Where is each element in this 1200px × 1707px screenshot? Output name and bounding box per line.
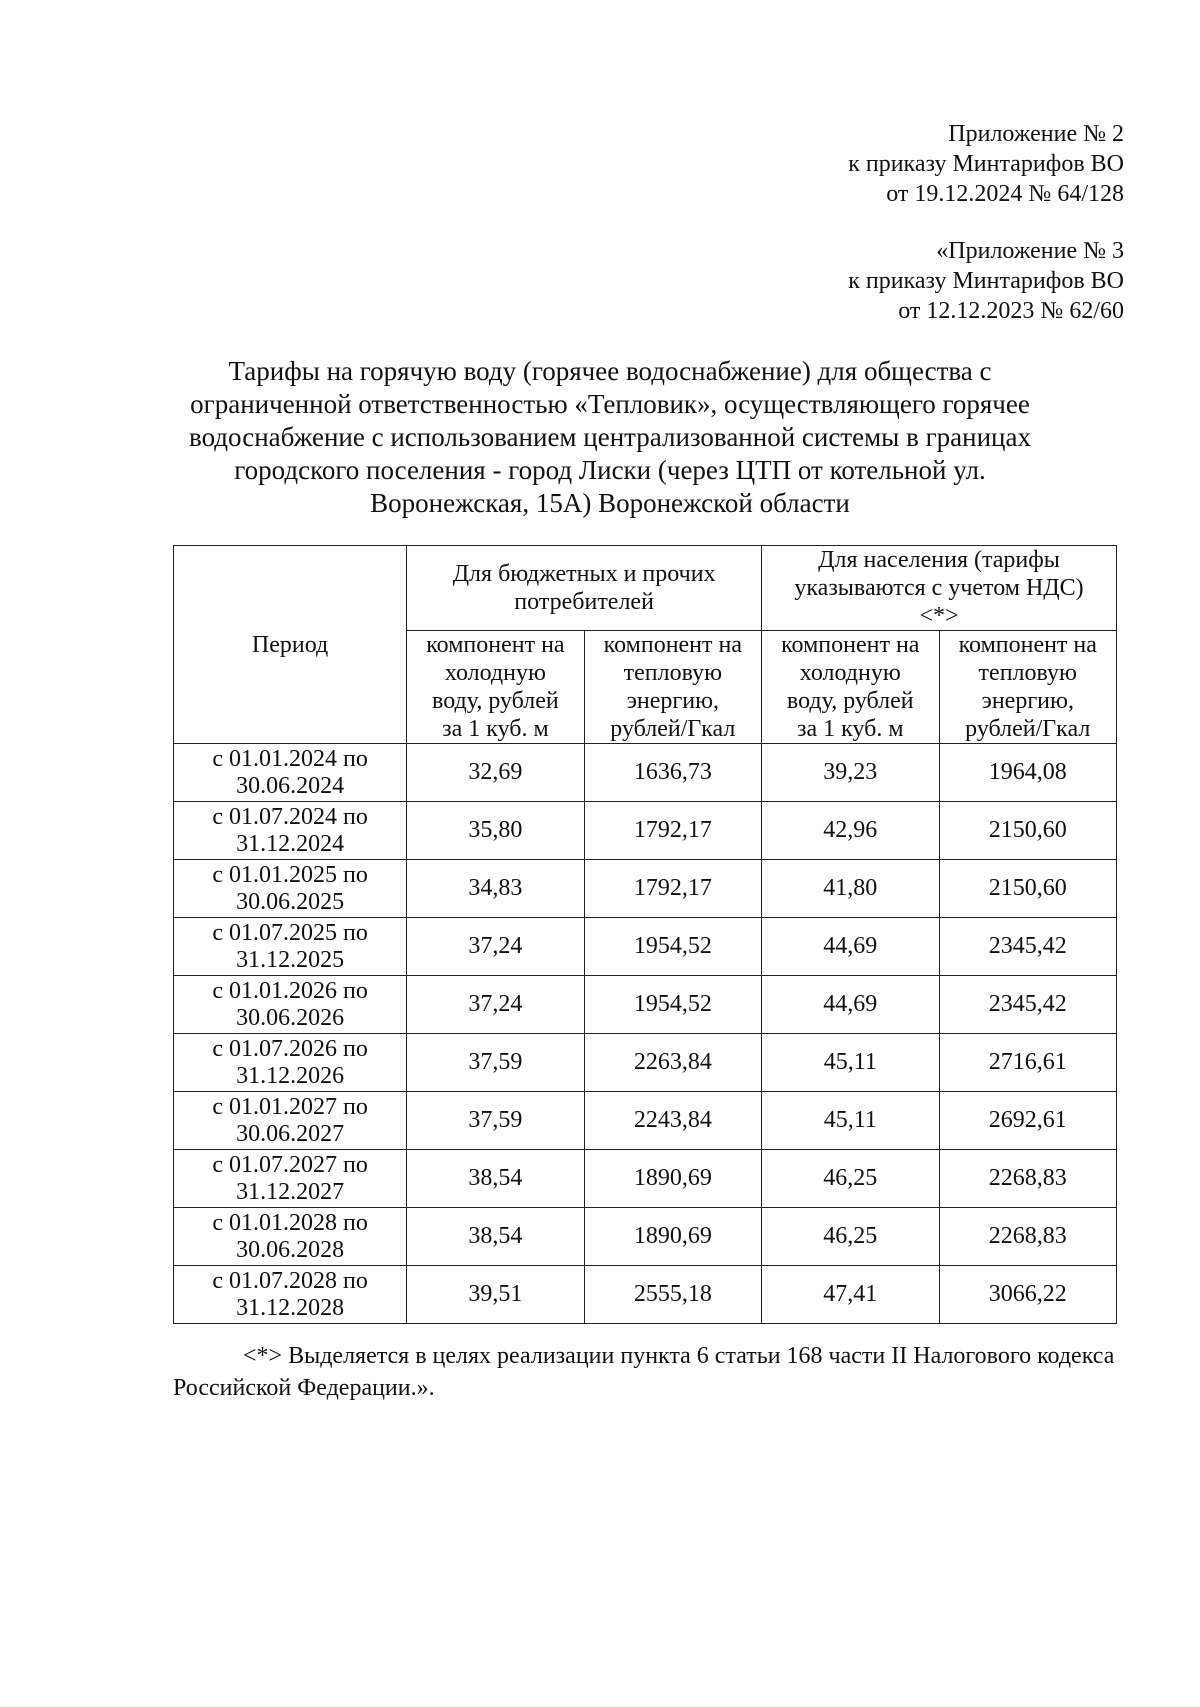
- period-cell: [174, 860, 407, 918]
- table-row: [174, 1208, 1117, 1266]
- period-cell: [174, 1092, 407, 1150]
- period-cell: [174, 1266, 407, 1324]
- subheader-line: компонент на: [958, 632, 1097, 658]
- subheader-line: холодную: [444, 660, 546, 686]
- table-row: [174, 1092, 1117, 1150]
- subheader-line: компонент на: [603, 632, 743, 658]
- period-from: с 01.01.2026 по: [212, 977, 368, 1004]
- title-line-5: Воронежская, 15А) Воронежской области: [370, 488, 850, 518]
- group-header-budget-text: Для бюджетных и прочих потребителей: [452, 561, 716, 615]
- budget-heat-value: 1954,52: [584, 976, 761, 1034]
- appendix-2-line-3: от 19.12.2024 № 64/128: [886, 181, 1124, 207]
- population-heat-value: 2268,83: [939, 1208, 1117, 1266]
- period-to: 31.12.2028: [236, 1294, 345, 1321]
- table-row: [174, 860, 1117, 918]
- period-to: 31.12.2027: [236, 1178, 345, 1205]
- population-heat-value: 2345,42: [939, 976, 1117, 1034]
- period-to: 31.12.2025: [236, 946, 345, 973]
- appendix-2-line-1: Приложение № 2: [948, 121, 1124, 147]
- population-heat-value: 2716,61: [939, 1034, 1117, 1092]
- population-heat-value: 2150,60: [939, 860, 1117, 918]
- appendix-3-line-1: «Приложение № 3: [936, 238, 1124, 264]
- tariff-table: [173, 545, 1117, 1324]
- appendix-3-header: [848, 236, 1124, 326]
- period-to: 31.12.2026: [236, 1062, 345, 1089]
- population-cold-value: 41,80: [762, 860, 939, 918]
- period-from: с 01.07.2028 по: [212, 1267, 368, 1294]
- period-cell: [174, 976, 407, 1034]
- subheader-line: компонент на: [426, 632, 565, 658]
- period-cell: [174, 1034, 407, 1092]
- period-to: 30.06.2025: [236, 888, 345, 915]
- population-cold-value: 45,11: [762, 1092, 939, 1150]
- subheader-budget-cold: [407, 631, 584, 744]
- table-row: [174, 918, 1117, 976]
- budget-cold-value: 38,54: [407, 1150, 584, 1208]
- subheader-line: тепловую: [978, 660, 1077, 686]
- subheader-line: воду, рублей: [432, 688, 559, 714]
- group-header-population: [762, 546, 1117, 631]
- period-cell: [174, 802, 407, 860]
- period-cell: [174, 1150, 407, 1208]
- table-row: [174, 744, 1117, 802]
- population-cold-value: 39,23: [762, 744, 939, 802]
- population-cold-value: 46,25: [762, 1150, 939, 1208]
- period-from: с 01.01.2027 по: [212, 1093, 368, 1120]
- period-from: с 01.07.2024 по: [212, 803, 368, 830]
- appendix-3-line-3: от 12.12.2023 № 62/60: [898, 298, 1124, 324]
- table-row: [174, 1266, 1117, 1324]
- title-line-1: Тарифы на горячую воду (горячее водоснабжение) для общества с: [228, 356, 992, 386]
- subheader-line: энергию,: [981, 688, 1074, 714]
- appendix-2-header: [848, 119, 1124, 209]
- group-header-budget: [407, 546, 762, 631]
- group-header-population-line-1: Для населения (тарифы: [818, 547, 1060, 573]
- subheader-budget-heat: [584, 631, 761, 744]
- budget-cold-value: 37,59: [407, 1034, 584, 1092]
- period-to: 31.12.2024: [236, 830, 345, 857]
- period-from: с 01.07.2027 по: [212, 1151, 368, 1178]
- period-cell: [174, 918, 407, 976]
- period-to: 30.06.2026: [236, 1004, 345, 1031]
- table-row: [174, 1150, 1117, 1208]
- footnote-line-2: Российской Федерации.».: [173, 1375, 435, 1401]
- title-line-4: городского поселения - город Лиски (через ЦТП от котельной ул.: [234, 455, 986, 485]
- budget-heat-value: 1792,17: [584, 860, 761, 918]
- budget-heat-value: 1954,52: [584, 918, 761, 976]
- budget-heat-value: 1636,73: [584, 744, 761, 802]
- population-heat-value: 3066,22: [939, 1266, 1117, 1324]
- title-line-2: ограниченной ответственностью «Тепловик», осуществляющего горячее: [190, 389, 1030, 419]
- footnote-line-1: <*> Выделяется в целях реализации пункта 6 статьи 168 части II Налогового кодекса: [243, 1343, 1115, 1369]
- budget-heat-value: 1890,69: [584, 1150, 761, 1208]
- population-cold-value: 47,41: [762, 1266, 939, 1324]
- population-cold-value: 46,25: [762, 1208, 939, 1266]
- period-to: 30.06.2028: [236, 1236, 345, 1263]
- period-cell: [174, 744, 407, 802]
- budget-cold-value: 39,51: [407, 1266, 584, 1324]
- subheader-line: энергию,: [626, 688, 720, 714]
- appendix-3-line-2: к приказу Минтарифов ВО: [848, 268, 1124, 294]
- budget-cold-value: 37,24: [407, 976, 584, 1034]
- budget-heat-value: 1792,17: [584, 802, 761, 860]
- subheader-line: холодную: [799, 660, 901, 686]
- budget-heat-value: 2555,18: [584, 1266, 761, 1324]
- table-row: [174, 802, 1117, 860]
- population-heat-value: 2692,61: [939, 1092, 1117, 1150]
- subheader-population-cold: [762, 631, 939, 744]
- population-heat-value: 2345,42: [939, 918, 1117, 976]
- table-header-row-1: [174, 546, 1117, 631]
- table-row: [174, 976, 1117, 1034]
- period-from: с 01.07.2025 по: [212, 919, 368, 946]
- subheader-line: за 1 куб. м: [797, 716, 904, 742]
- footnote: [173, 1340, 1117, 1404]
- subheader-line: за 1 куб. м: [442, 716, 549, 742]
- document-title: [150, 355, 1070, 520]
- population-heat-value: 2150,60: [939, 802, 1117, 860]
- period-cell: [174, 1208, 407, 1266]
- population-cold-value: 45,11: [762, 1034, 939, 1092]
- group-header-population-line-3: <*>: [919, 603, 959, 629]
- budget-cold-value: 38,54: [407, 1208, 584, 1266]
- population-heat-value: 1964,08: [939, 744, 1117, 802]
- period-from: с 01.01.2028 по: [212, 1209, 368, 1236]
- population-cold-value: 42,96: [762, 802, 939, 860]
- budget-cold-value: 32,69: [407, 744, 584, 802]
- budget-cold-value: 37,59: [407, 1092, 584, 1150]
- subheader-line: воду, рублей: [786, 688, 914, 714]
- period-from: с 01.07.2026 по: [212, 1035, 368, 1062]
- period-header: Период: [174, 546, 407, 744]
- population-heat-value: 2268,83: [939, 1150, 1117, 1208]
- appendix-2-line-2: к приказу Минтарифов ВО: [848, 151, 1124, 177]
- population-cold-value: 44,69: [762, 918, 939, 976]
- period-from: с 01.01.2025 по: [212, 861, 368, 888]
- subheader-line: компонент на: [781, 632, 920, 658]
- title-line-3: водоснабжение с использованием централизованной системы в границах: [189, 422, 1031, 452]
- population-cold-value: 44,69: [762, 976, 939, 1034]
- period-to: 30.06.2027: [236, 1120, 345, 1147]
- subheader-population-heat: [939, 631, 1117, 744]
- budget-heat-value: 2263,84: [584, 1034, 761, 1092]
- budget-heat-value: 1890,69: [584, 1208, 761, 1266]
- budget-heat-value: 2243,84: [584, 1092, 761, 1150]
- subheader-line: тепловую: [623, 660, 723, 686]
- period-to: 30.06.2024: [236, 772, 345, 799]
- table-row: [174, 1034, 1117, 1092]
- group-header-population-line-2: указываются с учетом НДС): [794, 575, 1084, 601]
- subheader-line: рублей/Гкал: [610, 716, 736, 742]
- budget-cold-value: 37,24: [407, 918, 584, 976]
- budget-cold-value: 34,83: [407, 860, 584, 918]
- subheader-line: рублей/Гкал: [965, 716, 1091, 742]
- budget-cold-value: 35,80: [407, 802, 584, 860]
- period-from: с 01.01.2024 по: [212, 745, 368, 772]
